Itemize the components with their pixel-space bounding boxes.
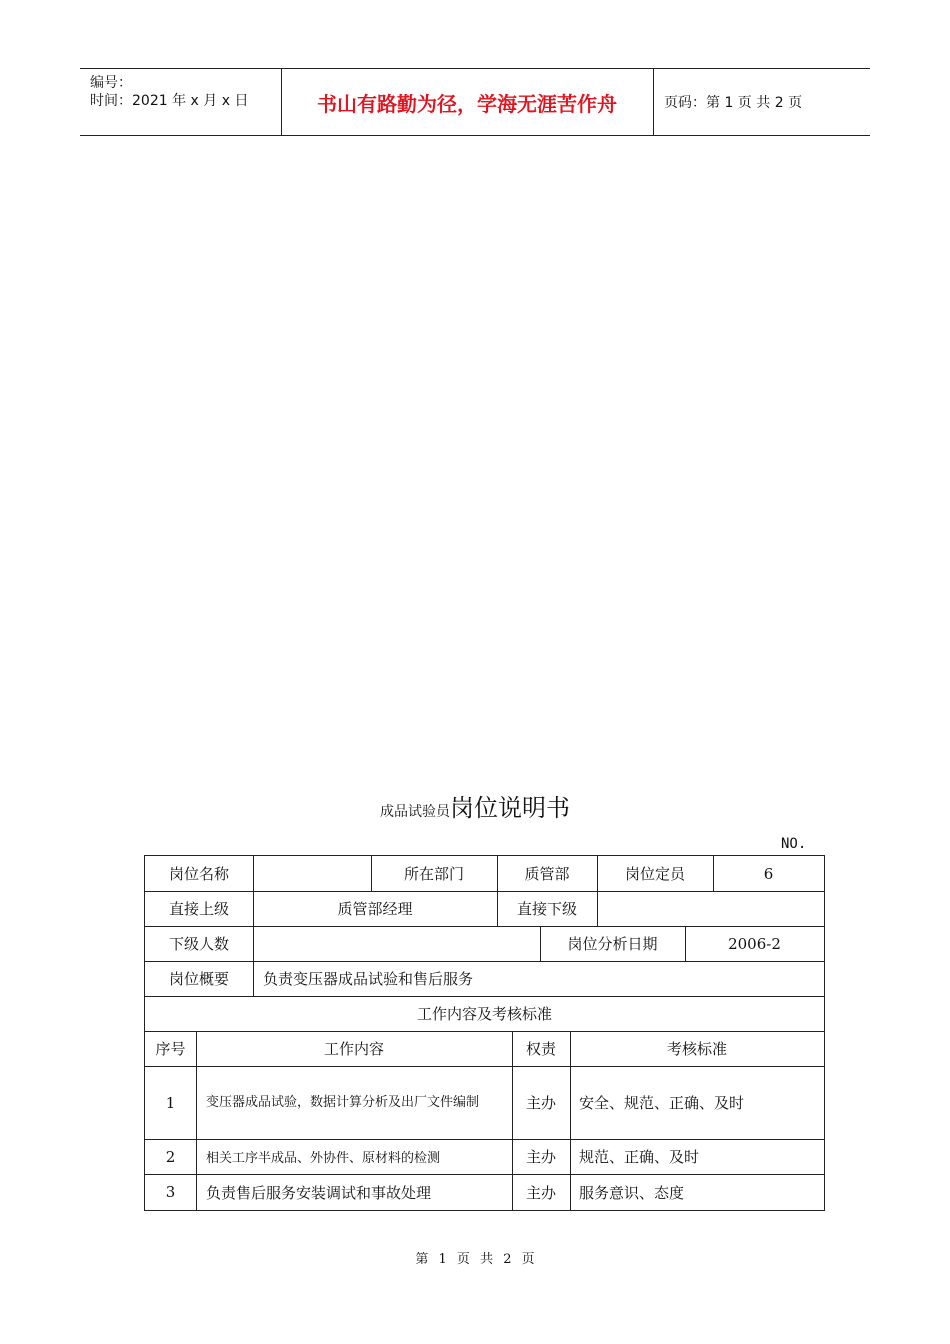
staff-quota-label: 岗位定员 bbox=[624, 865, 685, 883]
title-main: 岗位说明书 bbox=[450, 794, 570, 822]
job-description-table bbox=[144, 855, 825, 1211]
column-header-no: 序号 bbox=[155, 1040, 186, 1058]
page-header bbox=[80, 68, 870, 136]
column-header-content: 工作内容 bbox=[323, 1040, 384, 1058]
direct-superior-value: 质管部经理 bbox=[337, 900, 413, 918]
footer-current-page: 1 bbox=[438, 1252, 447, 1267]
date-line: 时间：2021 年 x 月 x 日 bbox=[90, 93, 249, 109]
serial-label: 编号： bbox=[90, 75, 132, 91]
direct-superior-label: 直接上级 bbox=[168, 900, 229, 918]
table-row-no: 2 bbox=[165, 1147, 176, 1166]
department-value: 质管部 bbox=[524, 865, 570, 883]
direct-subordinate-label: 直接下级 bbox=[516, 900, 577, 918]
footer-text: 第 bbox=[415, 1252, 429, 1267]
header-page-info: 页码：第 1 页 共 2 页 bbox=[664, 95, 803, 111]
table-row-role: 主办 bbox=[525, 1094, 556, 1112]
table-row-role: 主办 bbox=[525, 1148, 556, 1166]
table-row-content: 负责售后服务安装调试和事故处理 bbox=[206, 1183, 432, 1202]
staff-quota-value: 6 bbox=[763, 864, 774, 883]
table-row-content: 变压器成品试验，数据计算分析及出厂文件编制 bbox=[206, 1094, 480, 1110]
document-title bbox=[0, 788, 950, 823]
table-row-standard: 安全、规范、正确、及时 bbox=[579, 1094, 745, 1112]
subordinate-count-label: 下级人数 bbox=[168, 935, 229, 953]
summary-value: 负责变压器成品试验和售后服务 bbox=[263, 970, 474, 988]
direct-subordinate-value bbox=[597, 891, 824, 926]
footer-text: 页 bbox=[456, 1252, 470, 1267]
column-header-standard: 考核标准 bbox=[666, 1040, 727, 1058]
header-motto: 书山有路勤为径，学海无涯苦作舟 bbox=[281, 69, 654, 135]
table-row-role: 主办 bbox=[525, 1183, 556, 1202]
summary-label: 岗位概要 bbox=[168, 970, 229, 988]
post-name-label: 岗位名称 bbox=[168, 865, 229, 883]
document-number-label: NO. bbox=[781, 836, 807, 852]
department-label: 所在部门 bbox=[403, 865, 464, 883]
table-row-standard: 服务意识、态度 bbox=[579, 1183, 685, 1202]
column-header-role: 权责 bbox=[525, 1040, 556, 1058]
page-footer bbox=[0, 1248, 950, 1267]
table-row-content: 相关工序半成品、外协件、原材料的检测 bbox=[206, 1151, 441, 1166]
table-row-no: 1 bbox=[165, 1093, 176, 1112]
footer-total-pages: 2 bbox=[503, 1252, 512, 1267]
table-row-standard: 规范、正确、及时 bbox=[579, 1148, 700, 1166]
footer-text: 共 bbox=[480, 1252, 494, 1267]
header-meta bbox=[80, 69, 282, 135]
subordinate-count-value bbox=[253, 926, 540, 961]
post-name-value bbox=[253, 856, 371, 891]
analysis-date-value: 2006-2 bbox=[728, 934, 781, 953]
section-title: 工作内容及考核标准 bbox=[416, 1005, 552, 1023]
analysis-date-label: 岗位分析日期 bbox=[567, 935, 658, 953]
title-position: 成品试验员 bbox=[380, 804, 450, 820]
footer-text: 页 bbox=[521, 1252, 535, 1267]
table-row-no: 3 bbox=[165, 1183, 176, 1201]
